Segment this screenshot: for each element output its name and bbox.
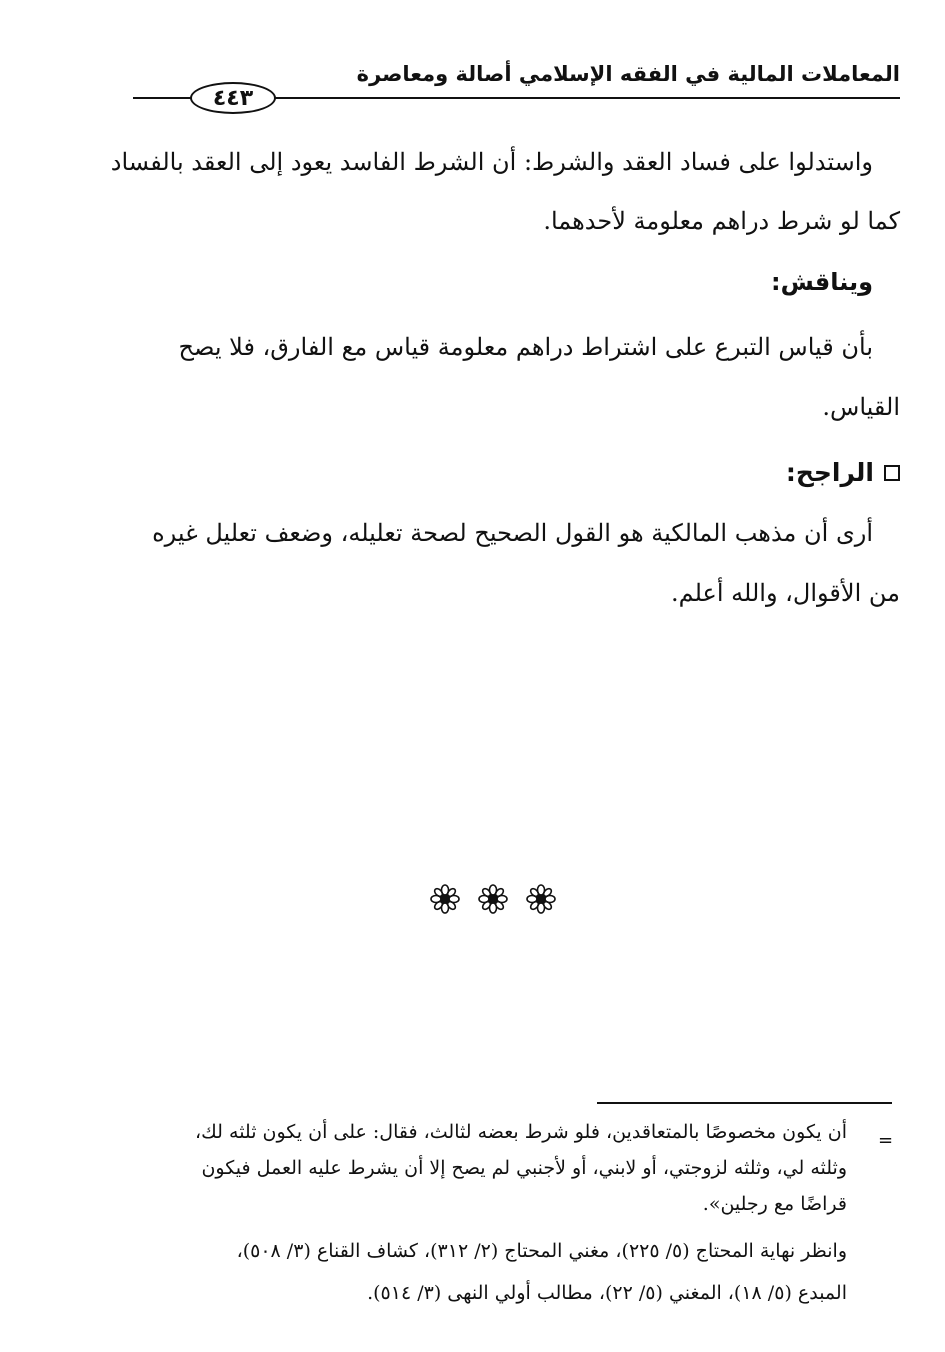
footnote-line-5: المبدع (٥/ ١٨)، المغني (٥/ ٢٢)، مطالب أولي النهى (٣/ ٥١٤).	[367, 1282, 847, 1304]
footnote-line-4: وانظر نهاية المحتاج (٥/ ٢٢٥)، مغني المحتاج (٢/ ٣١٢)، كشاف القناع (٣/ ٥٠٨)،	[236, 1240, 847, 1262]
paragraph-3-line-1: أرى أن مذهب المالكية هو القول الصحيح لصحة تعليله، وضعف تعليل غيره	[152, 519, 873, 547]
footnote-continuation-mark: =	[878, 1130, 894, 1151]
running-title: المعاملات المالية في الفقه الإسلامي أصالة ومعاصرة	[356, 62, 900, 86]
page-number: ٤٤٣	[212, 85, 254, 111]
footnote-line-3: قراضًا مع رجلين».	[702, 1193, 847, 1215]
footnote-line-2: وثلثه لي، وثلثه لزوجتي، أو لابني، أو لأجنبي لم يصح إلا أن يشرط عليه العمل فيكون	[201, 1157, 847, 1179]
preferred-opinion-heading	[786, 458, 900, 487]
flower-ornament-icon	[430, 884, 460, 914]
paragraph-2-line-1: بأن قياس التبرع على اشتراط دراهم معلومة قياس مع الفارق، فلا يصح	[178, 333, 873, 361]
preferred-opinion-heading-text: الراجح:	[785, 458, 874, 487]
discussion-heading: ويناقش:	[771, 268, 873, 296]
checkbox-icon	[884, 465, 900, 481]
paragraph-2-line-2: القياس.	[822, 393, 900, 421]
flower-ornament-icon	[526, 884, 556, 914]
flower-ornament-icon	[478, 884, 508, 914]
footnote-rule	[597, 1102, 892, 1104]
paragraph-1-line-2: كما لو شرط دراهم معلومة لأحدهما.	[543, 207, 900, 235]
paragraph-1-line-1: واستدلوا على فساد العقد والشرط: أن الشرط الفاسد يعود إلى العقد بالفساد	[110, 148, 873, 176]
footnote-line-1: أن يكون مخصوصًا بالمتعاقدين، فلو شرط بعضه لثالث، فقال: على أن يكون ثلثه لك،	[195, 1121, 847, 1143]
page-header	[0, 0, 945, 120]
paragraph-3-line-2: من الأقوال، والله أعلم.	[670, 579, 900, 607]
section-end-ornaments	[430, 884, 556, 914]
page-number-badge	[190, 82, 276, 114]
